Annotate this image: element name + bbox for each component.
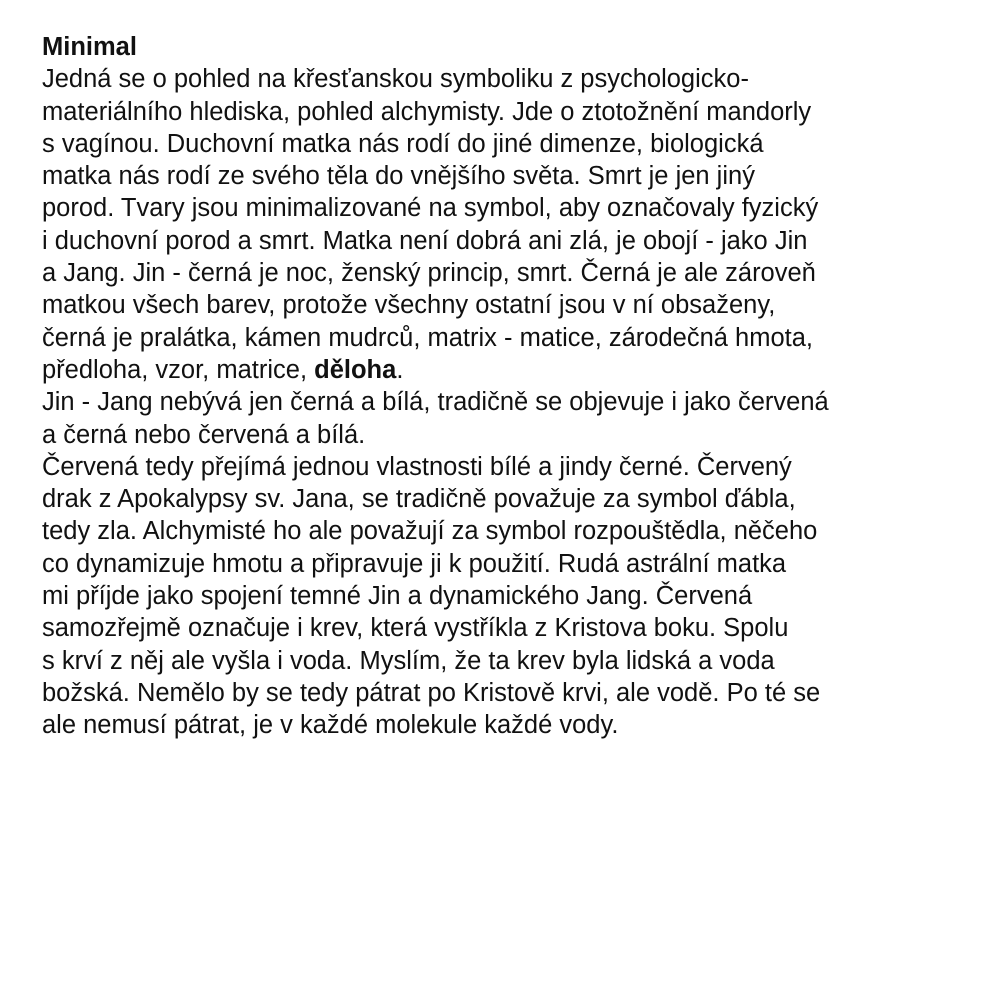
text-line: porod. Tvary jsou minimalizované na symbol, aby označovaly fyzický: [42, 194, 819, 223]
text-line: tedy zla. Alchymisté ho ale považují za symbol rozpouštědla, něčeho: [42, 517, 818, 546]
text-line: samozřejmě označuje i krev, která vystříkla z Kristova boku. Spolu: [42, 614, 789, 643]
bold-line-suffix: .: [396, 355, 404, 384]
text-line: matkou všech barev, protože všechny ostatní jsou v ní obsaženy,: [42, 291, 776, 320]
text-line: a Jang. Jin - černá je noc, ženský princip, smrt. Černá je ale zároveň: [42, 259, 816, 288]
text-line: materiálního hlediska, pohled alchymisty. Jde o ztotožnění mandorly: [42, 97, 812, 126]
text-line: s krví z něj ale vyšla i voda. Myslím, že ta krev byla lidská a voda: [42, 646, 775, 675]
text-line: a černá nebo červená a bílá.: [42, 420, 366, 449]
text-line: božská. Nemělo by se tedy pátrat po Kristově krvi, ale vodě. Po té se: [42, 678, 821, 707]
bold-line-prefix: předloha, vzor, matrice,: [42, 355, 315, 384]
bold-word: děloha: [314, 355, 397, 384]
text-line-with-bold: [42, 354, 982, 386]
text-line: mi příjde jako spojení temné Jin a dynamického Jang. Červená: [42, 582, 753, 611]
text-line: s vagínou. Duchovní matka nás rodí do jiné dimenze, biologická: [42, 129, 764, 158]
text-line: co dynamizuje hmotu a připravuje ji k použití. Rudá astrální matka: [42, 549, 787, 578]
document-body: [42, 31, 982, 742]
text-line: i duchovní porod a smrt. Matka není dobrá ani zlá, je obojí - jako Jin: [42, 226, 808, 255]
text-line: matka nás rodí ze svého těla do vnějšího světa. Smrt je jen jiný: [42, 162, 755, 191]
text-line: černá je pralátka, kámen mudrců, matrix - matice, zárodečná hmota,: [42, 323, 813, 352]
text-line: drak z Apokalypsy sv. Jana, se tradičně považuje za symbol ďábla,: [42, 485, 796, 514]
text-line: Červená tedy přejímá jednou vlastnosti bílé a jindy černé. Červený: [42, 452, 792, 481]
text-line: ale nemusí pátrat, je v každé molekule každé vody.: [42, 711, 619, 740]
document-title: Minimal: [42, 33, 137, 61]
text-line: Jin - Jang nebývá jen černá a bílá, tradičně se objevuje i jako červená: [42, 388, 829, 417]
text-line: Jedná se o pohled na křesťanskou symboliku z psychologicko-: [42, 65, 749, 94]
